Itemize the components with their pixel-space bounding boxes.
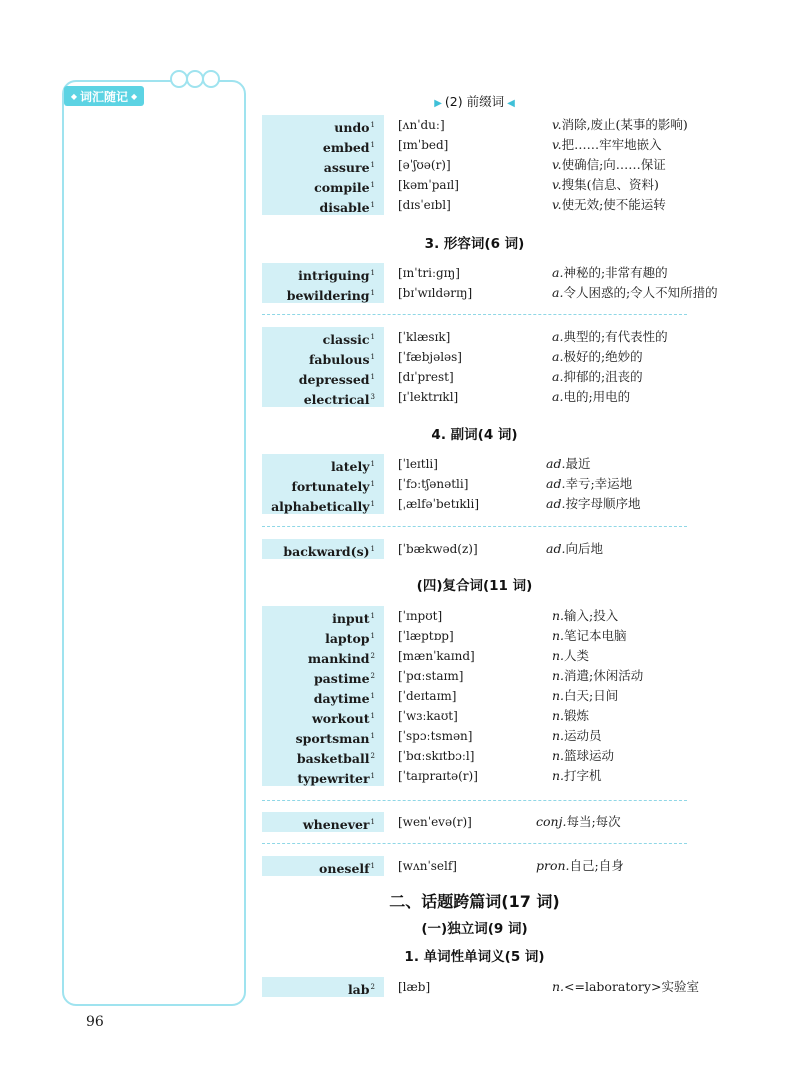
vocab-word: undo$^1$: [262, 115, 384, 135]
vocab-definition: 典型的;有代表性的: [563, 329, 668, 344]
pronoun-word-list: [262, 856, 728, 876]
vocab-definition: 打字机: [564, 768, 602, 783]
vocab-row: [262, 327, 728, 347]
vocab-row: [262, 666, 728, 686]
vocab-row: [262, 135, 728, 155]
vocab-meaning: [552, 347, 643, 367]
vocab-row: [262, 474, 728, 494]
vocab-part-of-speech: n.: [552, 648, 565, 663]
vocab-definition: 神秘的;非常有趣的: [563, 265, 668, 280]
vocab-definition: 白天;日间: [564, 688, 619, 703]
vocab-row: [262, 387, 728, 407]
vocab-phonetic: [dɪsˈeɪbl]: [398, 198, 451, 212]
vocab-part-of-speech: ad.: [546, 541, 566, 556]
vocab-part-of-speech: a.: [552, 369, 564, 384]
vocab-part-of-speech: n.: [552, 728, 565, 743]
vocab-part-of-speech: a.: [552, 389, 564, 404]
vocab-definition: 篮球运动: [564, 748, 615, 763]
vocab-meaning: [552, 766, 602, 786]
vocab-phonetic: [ˈleɪtli]: [398, 457, 438, 471]
vocab-frequency: 1: [370, 333, 375, 341]
compounds-heading: (四)复合词(11 词): [416, 578, 533, 594]
vocab-phonetic: [ˈpɑːstaɪm]: [398, 669, 464, 683]
vocab-word: basketball$^2$: [262, 746, 384, 766]
vocab-meaning: [552, 155, 666, 175]
vocab-frequency: 1: [370, 121, 375, 129]
vocab-definition: 锻炼: [564, 708, 590, 723]
dotted-divider: [262, 843, 687, 844]
vocab-phonetic: [mænˈkaɪnd]: [398, 649, 475, 663]
vocab-meaning: [552, 646, 589, 666]
adverb-word-list-b: [262, 539, 728, 559]
vocab-row: [262, 195, 728, 215]
vocab-definition: 消除,废止(某事的影响): [561, 117, 688, 132]
vocab-word: whenever$^1$: [262, 812, 384, 832]
vocab-phonetic: [ˈbɑːskɪtbɔːl]: [398, 749, 475, 763]
vocab-meaning: [552, 666, 643, 686]
vocab-meaning: [552, 387, 630, 407]
vocab-definition: 使无效;使不能运转: [561, 197, 666, 212]
vocab-word: lately$^1$: [262, 454, 384, 474]
vocab-meaning: [552, 626, 627, 646]
vocab-phonetic: [əˈʃʊə(r)]: [398, 158, 451, 172]
vocab-row: [262, 746, 728, 766]
vocab-definition: 按字母顺序地: [565, 496, 641, 511]
vocab-part-of-speech: a.: [552, 329, 564, 344]
vocab-row: [262, 626, 728, 646]
vocab-frequency: 1: [370, 161, 375, 169]
dotted-divider: [262, 800, 687, 801]
vocab-part-of-speech: a.: [552, 285, 564, 300]
vocab-definition: 幸亏;幸运地: [565, 476, 633, 491]
vocab-word: sportsman$^1$: [262, 726, 384, 746]
vocab-definition: 笔记本电脑: [564, 628, 627, 643]
vocab-meaning: [552, 977, 699, 997]
vocab-part-of-speech: n.: [552, 979, 565, 994]
vocab-word: $backward(s)^1$: [262, 539, 384, 559]
vocab-definition: 消遣;休闲活动: [564, 668, 644, 683]
vocab-frequency: 1: [370, 545, 375, 553]
vocab-frequency: 1: [370, 460, 375, 468]
binder-rings-decoration: [170, 70, 240, 90]
topic-heading: 二、话题跨篇词(17 词): [389, 892, 560, 911]
vocab-phonetic: [ˈfæbjələs]: [398, 350, 462, 364]
vocab-word: electrical$^3$: [262, 387, 384, 407]
vocab-phonetic: [wʌnˈself]: [398, 859, 457, 873]
vocab-part-of-speech: n.: [552, 608, 565, 623]
vocab-definition: 人类: [564, 648, 590, 663]
vocab-frequency: 1: [370, 632, 375, 640]
vocab-frequency: 1: [370, 862, 375, 870]
vocabulary-note-panel: [62, 80, 246, 1006]
vocab-word: bewildering$^1$: [262, 283, 384, 303]
vocab-part-of-speech: ad.: [546, 456, 566, 471]
prefix-heading: ▶ (2) 前缀词 ◀: [434, 94, 515, 109]
vocab-frequency: 1: [370, 612, 375, 620]
vocab-meaning: [552, 175, 659, 195]
vocab-row: [262, 686, 728, 706]
note-panel-tab: ◆ 词汇随记 ◆: [64, 86, 144, 106]
vocab-frequency: 2: [370, 672, 375, 680]
vocab-meaning: [552, 327, 668, 347]
vocab-part-of-speech: n.: [552, 688, 565, 703]
vocab-word: workout$^1$: [262, 706, 384, 726]
vocab-part-of-speech: n.: [552, 668, 565, 683]
vocab-row: [262, 283, 728, 303]
vocab-definition: 向后地: [565, 541, 603, 556]
vocab-word: disable$^1$: [262, 195, 384, 215]
vocab-phonetic: [ˈɪnpʊt]: [398, 609, 443, 623]
vocab-meaning: [536, 856, 624, 876]
vocab-part-of-speech: n.: [552, 708, 565, 723]
page-number: 96: [86, 1014, 104, 1030]
compound-word-list: [262, 606, 728, 786]
vocab-row: [262, 494, 728, 514]
vocab-phonetic: [ɪmˈbed]: [398, 138, 449, 152]
vocab-frequency: 2: [370, 752, 375, 760]
vocab-word: assure$^1$: [262, 155, 384, 175]
vocab-part-of-speech: v.: [552, 177, 562, 192]
topic-word-list: [262, 977, 728, 997]
vocab-part-of-speech: a.: [552, 265, 564, 280]
vocab-row: [262, 706, 728, 726]
vocab-phonetic: [ˈlæptɒp]: [398, 629, 454, 643]
vocab-meaning: [546, 539, 603, 559]
vocab-meaning: [546, 474, 632, 494]
conjunction-word-list: [262, 812, 728, 832]
vocab-definition: 抑郁的;沮丧的: [563, 369, 643, 384]
vocab-phonetic: [ʌnˈduː]: [398, 118, 445, 132]
vocab-row: [262, 726, 728, 746]
vocab-definition: 运动员: [564, 728, 602, 743]
vocab-frequency: 3: [370, 393, 375, 401]
vocab-phonetic: [læb]: [398, 980, 431, 994]
vocab-meaning: [546, 494, 640, 514]
vocab-row: [262, 812, 728, 832]
vocab-phonetic: [ˈklæsɪk]: [398, 330, 451, 344]
adverbs-heading: 4. 副词(4 词): [431, 427, 518, 443]
vocab-row: [262, 115, 728, 135]
vocab-frequency: 1: [370, 712, 375, 720]
vocab-frequency: 1: [370, 500, 375, 508]
vocab-frequency: 2: [370, 983, 375, 991]
vocab-definition: 使确信;向……保证: [561, 157, 666, 172]
vocab-phonetic: [ˈspɔːtsmən]: [398, 729, 473, 743]
vocab-meaning: [552, 746, 614, 766]
vocab-part-of-speech: v.: [552, 137, 562, 152]
vocab-phonetic: [wenˈevə(r)]: [398, 815, 472, 829]
vocab-meaning: [552, 367, 643, 387]
vocab-frequency: 1: [370, 692, 375, 700]
vocab-definition: 最近: [565, 456, 591, 471]
vocab-part-of-speech: a.: [552, 349, 564, 364]
vocab-part-of-speech: v.: [552, 117, 562, 132]
vocab-part-of-speech: n.: [552, 768, 565, 783]
vocab-word: mankind$^2$: [262, 646, 384, 666]
vocab-word: lab$^2$: [262, 977, 384, 997]
vocab-word: alphabetically$^1$: [262, 494, 384, 514]
vocab-part-of-speech: n.: [552, 628, 565, 643]
vocab-meaning: [552, 706, 589, 726]
vocab-word: embed$^1$: [262, 135, 384, 155]
prefix-word-list: [262, 115, 728, 215]
left-triangle-icon: ◀: [507, 98, 515, 109]
dotted-divider: [262, 526, 687, 527]
vocab-part-of-speech: v.: [552, 157, 562, 172]
adjective-word-list-a: [262, 263, 728, 303]
vocab-meaning: [536, 812, 621, 832]
vocab-row: [262, 347, 728, 367]
vocab-row: [262, 454, 728, 474]
independent-heading: (一)独立词(9 词): [421, 921, 528, 937]
vocab-phonetic: [ˈtaɪpraɪtə(r)]: [398, 769, 478, 783]
vocab-part-of-speech: pron.: [536, 858, 570, 873]
vocab-frequency: 1: [370, 818, 375, 826]
vocab-word: input$^1$: [262, 606, 384, 626]
vocab-word: compile$^1$: [262, 175, 384, 195]
vocab-row: [262, 155, 728, 175]
right-triangle-icon: ▶: [434, 98, 442, 109]
vocab-frequency: 1: [370, 772, 375, 780]
vocab-meaning: [552, 195, 666, 215]
vocab-row: [262, 175, 728, 195]
vocab-row: [262, 977, 728, 997]
vocab-word: fortunately$^1$: [262, 474, 384, 494]
dotted-divider: [262, 314, 687, 315]
vocab-part-of-speech: ad.: [546, 496, 566, 511]
vocab-definition: 自己;自身: [569, 858, 624, 873]
vocab-frequency: 1: [370, 732, 375, 740]
vocab-row: [262, 367, 728, 387]
adjectives-heading: 3. 形容词(6 词): [424, 236, 525, 252]
vocab-definition: 电的;用电的: [563, 389, 631, 404]
vocab-part-of-speech: ad.: [546, 476, 566, 491]
vocab-phonetic: [ˈwɜːkaʊt]: [398, 709, 458, 723]
vocab-row: [262, 646, 728, 666]
vocab-row: [262, 606, 728, 626]
vocab-part-of-speech: n.: [552, 748, 565, 763]
vocab-meaning: [552, 115, 688, 135]
vocab-part-of-speech: v.: [552, 197, 562, 212]
vocab-frequency: 1: [370, 480, 375, 488]
vocab-definition: 每当;每次: [566, 814, 621, 829]
adjective-word-list-b: [262, 327, 728, 407]
vocab-meaning: [552, 686, 618, 706]
vocab-phonetic: [ˈbækwəd(z)]: [398, 542, 478, 556]
vocab-phonetic: [ɪˈlektrɪkl]: [398, 390, 459, 404]
adverb-word-list-a: [262, 454, 728, 514]
vocab-word: depressed$^1$: [262, 367, 384, 387]
vocab-phonetic: [ˈfɔːtʃənətli]: [398, 477, 469, 491]
vocab-word: fabulous$^1$: [262, 347, 384, 367]
vocab-definition: 把……牢牢地嵌入: [561, 137, 662, 152]
vocab-word: intriguing$^1$: [262, 263, 384, 283]
vocab-meaning: [552, 263, 668, 283]
vocab-definition: 搜集(信息、资料): [561, 177, 659, 192]
vocab-word: daytime$^1$: [262, 686, 384, 706]
vocab-phonetic: [ɪnˈtriːgɪŋ]: [398, 266, 460, 280]
vocab-meaning: [552, 283, 718, 303]
vocab-definition: 令人困惑的;令人不知所措的: [563, 285, 718, 300]
vocab-phonetic: [kəmˈpaɪl]: [398, 178, 459, 192]
vocab-definition: 极好的;绝妙的: [563, 349, 643, 364]
vocab-frequency: 1: [370, 181, 375, 189]
vocab-row: [262, 263, 728, 283]
vocab-phonetic: [ˈdeɪtaɪm]: [398, 689, 457, 703]
vocab-word: typewriter$^1$: [262, 766, 384, 786]
vocab-word: pastime$^2$: [262, 666, 384, 686]
note-panel-label: 词汇随记: [79, 89, 128, 104]
vocab-frequency: 1: [370, 289, 375, 297]
vocab-meaning: [552, 726, 602, 746]
vocab-definition: <=laboratory>实验室: [564, 979, 699, 994]
vocab-word: classic$^1$: [262, 327, 384, 347]
vocab-meaning: [552, 135, 662, 155]
vocab-row: [262, 766, 728, 786]
vocab-frequency: 1: [370, 353, 375, 361]
vocab-definition: 输入;投入: [564, 608, 619, 623]
vocab-frequency: 2: [370, 652, 375, 660]
vocab-row: [262, 539, 728, 559]
vocab-phonetic: [ˌælfəˈbetɪkli]: [398, 497, 480, 511]
vocab-frequency: 1: [370, 269, 375, 277]
vocab-meaning: [552, 606, 618, 626]
single-pos-heading: 1. 单词性单词义(5 词): [404, 949, 545, 965]
vocab-word: oneself$^1$: [262, 856, 384, 876]
vocab-row: [262, 856, 728, 876]
vocab-frequency: 1: [370, 373, 375, 381]
vocab-phonetic: [dɪˈprest]: [398, 370, 454, 384]
vocab-frequency: 1: [370, 201, 375, 209]
vocab-phonetic: [bɪˈwɪldərɪŋ]: [398, 286, 473, 300]
vocab-word: laptop$^1$: [262, 626, 384, 646]
vocab-part-of-speech: conj.: [536, 814, 567, 829]
vocab-frequency: 1: [370, 141, 375, 149]
vocab-meaning: [546, 454, 590, 474]
